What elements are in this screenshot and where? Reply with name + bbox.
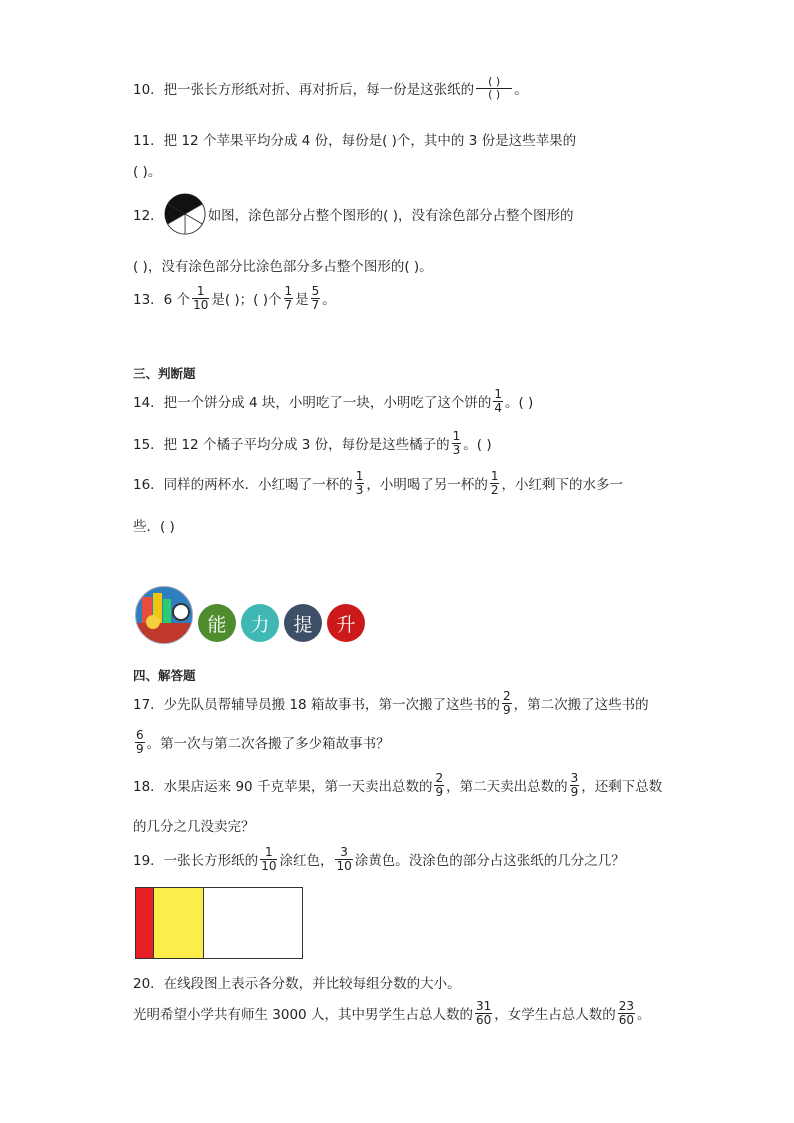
q19-fraction-2 bbox=[335, 846, 352, 872]
denominator: 7 bbox=[311, 297, 320, 312]
q20-line1: 20．在线段图上表示各分数，并比较每组分数的大小。 bbox=[133, 976, 461, 992]
question-18-line2 bbox=[133, 815, 255, 835]
q10-fraction-denominator: ( ) bbox=[476, 88, 512, 101]
q10-text: 10．把一张长方形纸对折、再对折后，每一份是这张纸的 bbox=[133, 82, 475, 99]
denominator: 9 bbox=[502, 702, 511, 717]
q13-fraction-2 bbox=[284, 285, 294, 311]
badge-ti: 提 bbox=[284, 604, 322, 642]
q14-text-b: 。( ) bbox=[505, 395, 534, 412]
question-16-line2 bbox=[133, 515, 175, 535]
numerator: 1 bbox=[494, 387, 502, 401]
numerator: 31 bbox=[475, 999, 492, 1013]
q16-fraction-1 bbox=[355, 470, 365, 496]
q13-text-a: 13．6 个 bbox=[133, 292, 191, 309]
question-18-line1 bbox=[133, 772, 662, 798]
numerator: 3 bbox=[570, 771, 579, 785]
q15-text-a: 15．把 12 个橘子平均分成 3 份，每份是这些橘子的 bbox=[133, 437, 450, 454]
q10-fraction-numerator: ( ) bbox=[488, 75, 501, 88]
q17-text-b: ，第二次搬了这些书的 bbox=[513, 697, 649, 714]
q13-text-c: 是 bbox=[295, 292, 309, 309]
q13-fraction-3 bbox=[311, 285, 321, 311]
q20-text-a: 光明希望小学共有师生 3000 人，其中男学生占总人数的 bbox=[133, 1007, 473, 1024]
q19-fraction-1 bbox=[260, 846, 277, 872]
question-20-line1 bbox=[133, 972, 461, 992]
q10-end: 。 bbox=[514, 82, 528, 99]
numerator: 3 bbox=[340, 845, 348, 859]
question-15 bbox=[133, 430, 492, 456]
q18-fraction-2 bbox=[570, 772, 580, 798]
colored-paper-strip bbox=[135, 887, 303, 959]
numerator: 2 bbox=[502, 689, 511, 703]
q12-line2: ( )，没有涂色部分比涂色部分多占整个图形的( )。 bbox=[133, 259, 433, 275]
q20-text-b: ，女学生占总人数的 bbox=[494, 1007, 616, 1024]
badge-li: 力 bbox=[241, 604, 279, 642]
q13-text-b: 是( )；( )个 bbox=[211, 292, 282, 309]
q14-fraction bbox=[493, 388, 503, 414]
numerator: 1 bbox=[284, 284, 293, 298]
question-10 bbox=[133, 76, 528, 100]
q18-text-b: ，第二天卖出总数的 bbox=[446, 779, 568, 796]
q20-text-c: 。 bbox=[637, 1007, 651, 1024]
denominator: 10 bbox=[261, 858, 277, 873]
question-17-line1 bbox=[133, 690, 649, 716]
question-19 bbox=[133, 846, 625, 872]
numerator: 1 bbox=[490, 469, 499, 483]
q10-answer-fraction bbox=[476, 76, 512, 100]
question-13 bbox=[133, 285, 336, 311]
q12-line1: 如图，涂色部分占整个图形的( )，没有涂色部分占整个图形的 bbox=[207, 208, 574, 224]
red-segment bbox=[136, 888, 154, 958]
q19-text-b: 涂红色， bbox=[279, 853, 334, 870]
numerator: 6 bbox=[136, 728, 144, 742]
yellow-segment bbox=[154, 888, 205, 958]
denominator: 60 bbox=[475, 1012, 492, 1027]
q17-fraction-1 bbox=[502, 690, 512, 716]
section-4-heading: 四、解答题 bbox=[133, 668, 196, 683]
numerator: 1 bbox=[196, 284, 205, 298]
denominator: 9 bbox=[136, 741, 144, 756]
denominator: 2 bbox=[490, 482, 499, 497]
q11-line1: 11．把 12 个苹果平均分成 4 份，每份是( )个，其中的 3 份是这些苹果的 bbox=[133, 133, 577, 149]
badge-sheng: 升 bbox=[327, 604, 365, 642]
numerator: 1 bbox=[355, 469, 364, 483]
numerator: 23 bbox=[618, 999, 635, 1013]
denominator: 10 bbox=[336, 858, 352, 873]
q16-text-c: ，小红剩下的水多一 bbox=[501, 477, 623, 494]
q20-fraction-1 bbox=[475, 1000, 492, 1026]
numerator: 2 bbox=[435, 771, 444, 785]
uncolored-segment bbox=[204, 888, 302, 958]
ability-improvement-banner bbox=[135, 586, 365, 644]
q13-text-d: 。 bbox=[322, 292, 336, 309]
question-14 bbox=[133, 388, 533, 414]
q11-line2: ( )。 bbox=[133, 164, 162, 180]
q12-prefix: 12． bbox=[133, 208, 164, 224]
q19-text-a: 19．一张长方形纸的 bbox=[133, 853, 259, 870]
denominator: 9 bbox=[570, 784, 579, 799]
numerator: 1 bbox=[265, 845, 273, 859]
denominator: 4 bbox=[494, 400, 502, 415]
q17-fraction-2 bbox=[135, 729, 145, 755]
q15-fraction bbox=[452, 430, 462, 456]
q16-text-b: ，小明喝了另一杯的 bbox=[366, 477, 488, 494]
q16-line2: 些．( ) bbox=[133, 519, 175, 535]
q18-text-a: 18．水果店运来 90 千克苹果，第一天卖出总数的 bbox=[133, 779, 433, 796]
q16-fraction-2 bbox=[490, 470, 500, 496]
q15-text-b: 。( ) bbox=[463, 437, 492, 454]
q19-text-c: 涂黄色。没涂色的部分占这张纸的几分之几？ bbox=[354, 853, 625, 870]
shaded-circle-figure bbox=[164, 193, 206, 235]
badge-neng: 能 bbox=[198, 604, 236, 642]
numerator: 1 bbox=[452, 429, 461, 443]
q14-text-a: 14．把一个饼分成 4 块，小明吃了一块，小明吃了这个饼的 bbox=[133, 395, 492, 412]
q20-fraction-2 bbox=[618, 1000, 635, 1026]
q16-text-a: 16．同样的两杯水．小红喝了一杯的 bbox=[133, 477, 353, 494]
q13-fraction-1 bbox=[192, 285, 209, 311]
question-11-line2 bbox=[133, 160, 161, 180]
classroom-logo-icon bbox=[135, 586, 193, 644]
denominator: 60 bbox=[618, 1012, 635, 1027]
denominator: 10 bbox=[193, 297, 209, 312]
question-12-line2 bbox=[133, 255, 433, 275]
q17-text-a: 17．少先队员帮辅导员搬 18 箱故事书，第一次搬了这些书的 bbox=[133, 697, 500, 714]
numerator: 5 bbox=[311, 284, 320, 298]
question-12-line1 bbox=[133, 193, 574, 235]
question-11-line1 bbox=[133, 129, 576, 149]
denominator: 3 bbox=[452, 442, 461, 457]
question-20-line2 bbox=[133, 1000, 651, 1026]
question-17-line2 bbox=[133, 729, 390, 755]
q17-line2: 。第一次与第二次各搬了多少箱故事书？ bbox=[146, 736, 390, 753]
denominator: 3 bbox=[355, 482, 364, 497]
section-3-heading: 三、判断题 bbox=[133, 366, 196, 381]
denominator: 7 bbox=[284, 297, 293, 312]
denominator: 9 bbox=[435, 784, 444, 799]
q18-text-c: ，还剩下总数 bbox=[581, 779, 663, 796]
question-16-line1 bbox=[133, 470, 623, 496]
q18-fraction-1 bbox=[434, 772, 444, 798]
q18-line2: 的几分之几没卖完？ bbox=[133, 819, 255, 835]
